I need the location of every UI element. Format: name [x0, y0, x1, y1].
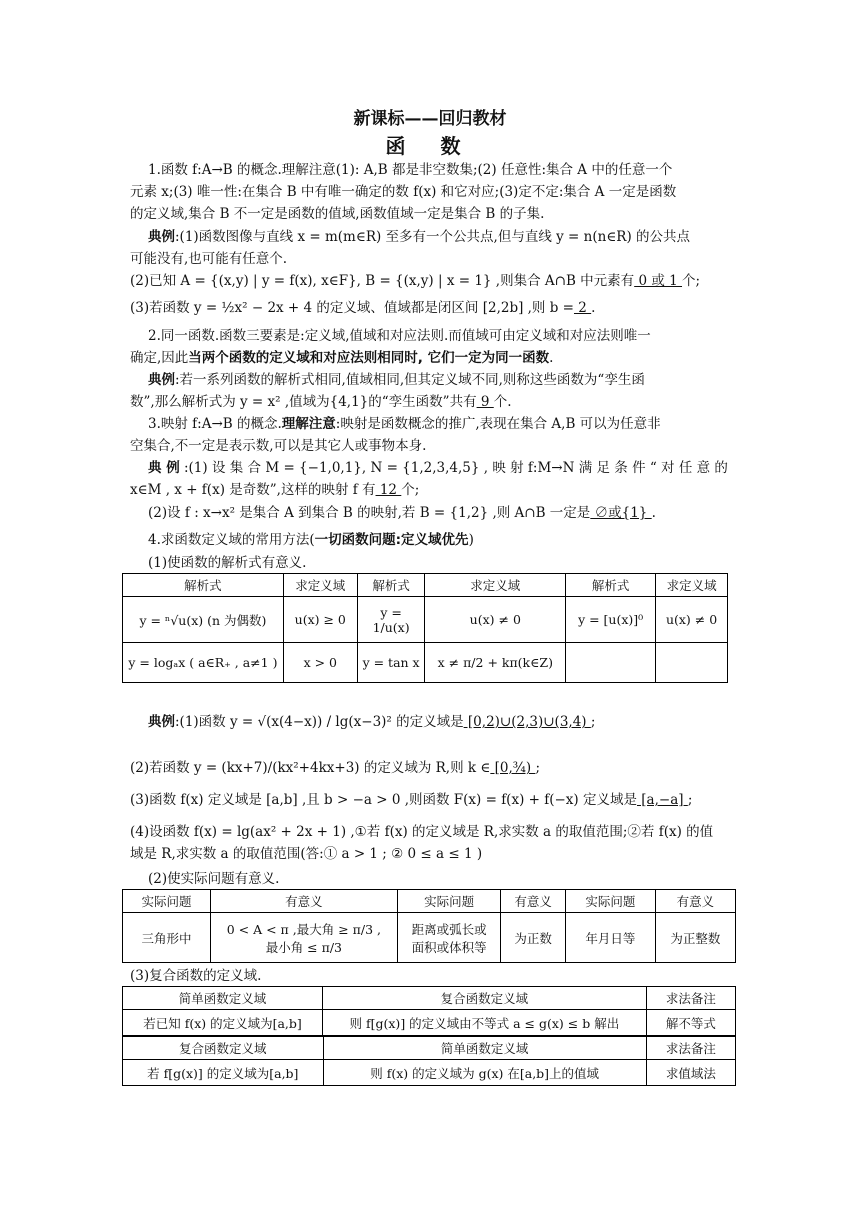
table-header: 实际问题	[123, 890, 211, 913]
s3-ex1-end: 个;	[401, 482, 420, 498]
page-subtitle: 函 数	[385, 134, 475, 158]
s4-example4-line2: 域是 R,求实数 a 的取值范围(答:① a > 1 ; ② 0 ≤ a ≤ 1 )	[130, 846, 483, 862]
table-cell: 为正整数	[655, 913, 735, 963]
s1-ex3-answer: 2	[573, 300, 592, 316]
s2-l2a: 确定,因此	[130, 350, 189, 366]
s2-example-line2	[130, 392, 730, 412]
s4-example1	[148, 712, 748, 732]
s3-l1a: 3.映射 f:A→B 的概念.	[148, 416, 282, 432]
table-cell: 解不等式	[646, 1010, 735, 1036]
table-cell: 求值域法	[646, 1060, 735, 1086]
s4-ex2-answer: [0,¾)	[490, 760, 536, 776]
table-cell	[566, 643, 656, 683]
s3-ex2-end: .	[651, 505, 656, 521]
s4-example4: (4)设函数 f(x) = lg(ax² + 2x + 1) ,①若 f(x) 的定义域是 R,求实数 a 的取值范围;②若 f(x) 的值	[130, 824, 714, 840]
s2-ex1: :若一系列函数的解析式相同,值域相同,但其定义域不同,则称这些函数为“孪生函	[175, 372, 645, 388]
table-cell: x > 0	[283, 643, 357, 683]
table-header: 复合函数定义域	[123, 1037, 324, 1060]
s2-example	[148, 370, 748, 390]
s1-example3	[130, 298, 730, 318]
s4-sub2: (2)使实际问题有意义.	[148, 871, 280, 887]
table-header: 解析式	[357, 574, 425, 597]
s2-ex2: 数”,那么解析式为 y = x² ,值域为{4,1}的“孪生函数”共有	[130, 394, 477, 410]
table-header: 实际问题	[397, 890, 501, 913]
composite-table-2	[122, 1036, 736, 1086]
s1-line1: 1.函数 f:A→B 的概念.理解注意(1): A,B 都是非空数集;(2) 任意性:集合 A 中的任意一个	[148, 162, 673, 178]
s4-ex3: (3)函数 f(x) 定义域是 [a,b] ,且 b > −a > 0 ,则函数 F(x) = f(x) + f(−x) 定义域是	[130, 792, 637, 808]
s4-example2	[130, 758, 730, 778]
table-header: 求法备注	[646, 987, 735, 1010]
s4-ex1: :(1)函数 y = √(x(4−x)) / lg(x−3)² 的定义域是	[175, 714, 464, 730]
s1-example2	[130, 271, 730, 291]
table-cell: 则 f(x) 的定义域为 g(x) 在[a,b]上的值域	[323, 1060, 646, 1086]
cell-line: 0 < A < π ,最大角 ≥ π/3 ,	[226, 921, 381, 937]
s4-ex2: (2)若函数 y = (kx+7)/(kx²+4kx+3) 的定义域为 R,则 k ∈	[130, 760, 491, 776]
table-cell	[211, 913, 398, 963]
table-cell: 若 f[g(x)] 的定义域为[a,b]	[123, 1060, 324, 1086]
s1-ex3-text: (3)若函数 y = ½x² − 2x + 4 的定义域、值域都是闭区间 [2,2b] ,则 b =	[130, 300, 574, 316]
table-cell: 年月日等	[565, 913, 655, 963]
example-label: 典例	[148, 714, 175, 730]
s1-ex1b: 可能没有,也可能有任意个.	[130, 251, 288, 267]
s2-line1: 2.同一函数.函数三要素是:定义域,值域和对应法则.而值域可由定义域和对应法则唯一	[148, 328, 651, 344]
table-header: 求法备注	[646, 1037, 735, 1060]
composite-table-1	[122, 986, 736, 1036]
s3-ex2-answer: ∅或{1}	[590, 505, 652, 521]
s2-ex-end: 个.	[493, 394, 512, 410]
table-cell: 则 f[g(x)] 的定义域由不等式 a ≤ g(x) ≤ b 解出	[323, 1010, 647, 1036]
table-cell: y = logₐx ( a∈R₊ , a≠1 )	[123, 643, 284, 683]
s4-ex1-end: ;	[590, 714, 596, 730]
table-cell: y = 1/u(x)	[357, 597, 425, 643]
table-cell: u(x) ≥ 0	[283, 597, 357, 643]
cell-line: 面积或体积等	[411, 939, 487, 955]
table-header: 简单函数定义域	[323, 1037, 646, 1060]
cell-line: 距离或弧长或	[411, 921, 487, 937]
example-label: 典 例	[148, 460, 180, 476]
table-header: 求定义域	[425, 574, 566, 597]
s1-ex2-answer: 0 或 1	[634, 273, 683, 289]
table-cell	[397, 913, 501, 963]
s4-heading	[148, 530, 748, 550]
table-cell: 若已知 f(x) 的定义域为[a,b]	[123, 1010, 323, 1036]
table-header: 解析式	[123, 574, 284, 597]
s4-ex2-end: ;	[535, 760, 540, 776]
s4-ex3-end: ;	[687, 792, 693, 808]
s3-l1b: 理解注意	[281, 416, 336, 432]
table-cell: y = tan x	[357, 643, 425, 683]
s1-ex2-text: (2)已知 A = {(x,y) | y = f(x), x∈F}, B = {(x,y) | x = 1} ,则集合 A∩B 中元素有	[130, 273, 635, 289]
example-label: 典例	[148, 372, 175, 388]
table-header: 简单函数定义域	[123, 987, 323, 1010]
s3-ex1-answer: 12	[375, 482, 402, 498]
table-cell: y = [u(x)]⁰	[566, 597, 656, 643]
practical-table	[122, 889, 736, 963]
table-header: 有意义	[655, 890, 735, 913]
table-cell: 为正数	[501, 913, 565, 963]
table-cell	[656, 643, 728, 683]
s4-sub3: (3)复合函数的定义域.	[130, 968, 262, 984]
table-header: 复合函数定义域	[323, 987, 647, 1010]
s4-example3	[130, 790, 730, 810]
s4-head-c: )	[468, 532, 474, 548]
s2-bold-rule: 当两个函数的定义域和对应法则相同时, 它们一定为同一函数	[188, 350, 550, 366]
s4-head-b: 一切函数问题:定义域优先	[314, 532, 469, 548]
table-cell: y = ⁿ√u(x) (n 为偶数)	[123, 597, 284, 643]
s2-ex-answer: 9	[476, 394, 494, 410]
s1-example1	[148, 227, 748, 247]
s3-ex2: (2)设 f : x→x² 是集合 A 到集合 B 的映射,若 B = {1,2} ,则 A∩B 一定是	[148, 505, 591, 521]
s1-ex1a: :(1)函数图像与直线 x = m(m∈R) 至多有一个公共点,但与直线 y = n(n∈R) 的公共点	[175, 229, 691, 245]
s1-ex3-end: .	[591, 300, 596, 316]
s1-line2: 元素 x;(3) 唯一性:在集合 B 中有唯一确定的数 f(x) 和它对应;(3)定不定:集合 A 一定是函数	[130, 184, 677, 200]
s3-ex1b: x∈M , x + f(x) 是奇数”,这样的映射 f 有	[130, 482, 376, 498]
s1-ex2-end: 个;	[682, 273, 701, 289]
table-header: 实际问题	[565, 890, 655, 913]
table-cell: 三角形中	[123, 913, 211, 963]
s4-ex1-answer: [0,2)∪(2,3)∪(3,4)	[463, 714, 591, 730]
s3-line2: 空集合,不一定是表示数,可以是其它人或事物本身.	[130, 438, 427, 454]
table-header: 有意义	[501, 890, 565, 913]
s3-example1-line2	[130, 480, 730, 500]
cell-line: 最小角 ≤ π/3	[265, 939, 342, 955]
s3-example1	[148, 458, 748, 478]
table-cell: u(x) ≠ 0	[425, 597, 566, 643]
s3-ex1a: :(1) 设 集 合 M = {−1,0,1}, N = {1,2,3,4,5} , 映 射 f:M→N 满 足 条 件 “ 对 任 意 的	[179, 460, 728, 476]
s2-line2	[130, 348, 730, 368]
page-title: 新课标——回归教材	[353, 109, 507, 129]
s2-l2c: .	[549, 350, 554, 366]
domain-table	[122, 573, 728, 683]
example-label: 典例	[148, 229, 175, 245]
s3-l1c: :映射是函数概念的推广,表现在集合 A,B 可以为任意非	[335, 416, 661, 432]
table-cell: u(x) ≠ 0	[656, 597, 728, 643]
s3-example2	[148, 503, 748, 523]
s4-head-a: 4.求函数定义域的常用方法(	[148, 532, 315, 548]
s4-ex3-answer: [a,−a]	[636, 792, 688, 808]
s1-line3: 的定义域,集合 B 不一定是函数的值域,函数值域一定是集合 B 的子集.	[130, 206, 545, 222]
table-header: 求定义域	[283, 574, 357, 597]
table-cell: x ≠ π/2 + kπ(k∈Z)	[425, 643, 566, 683]
table-header: 求定义域	[656, 574, 728, 597]
s4-sub1: (1)使函数的解析式有意义.	[148, 555, 307, 571]
table-header: 解析式	[566, 574, 656, 597]
s3-line1	[148, 414, 748, 434]
table-header: 有意义	[211, 890, 398, 913]
